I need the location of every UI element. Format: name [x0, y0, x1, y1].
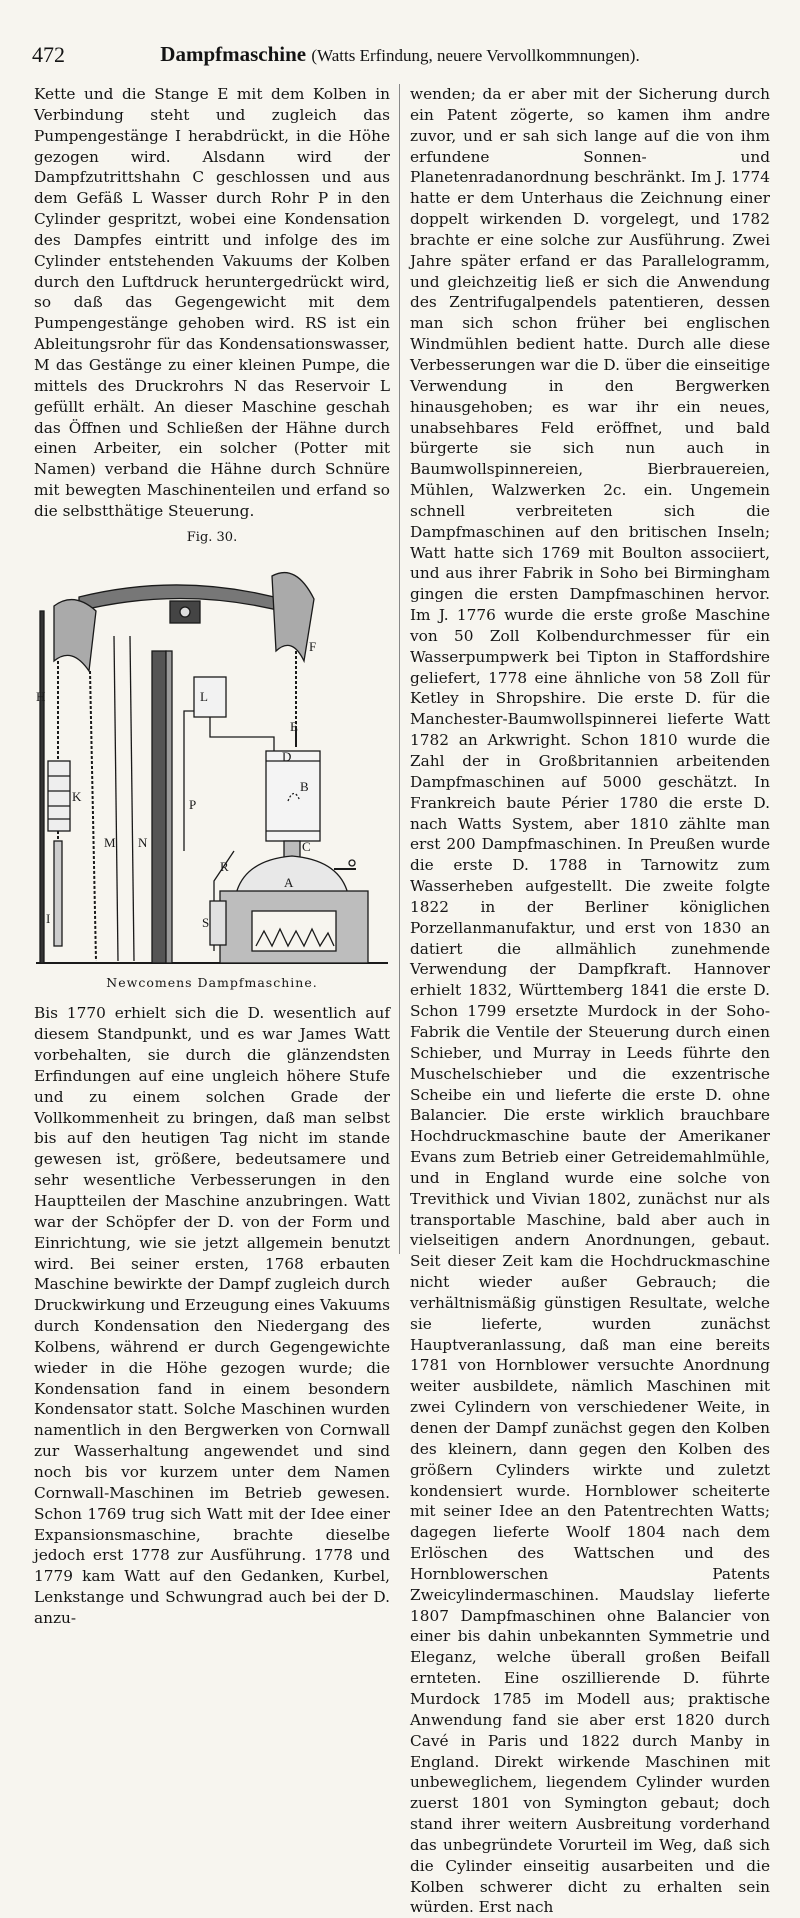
left-column: [34, 84, 390, 1629]
label-N: N: [138, 834, 148, 850]
running-title-sub: (Watts Erfindung, neuere Vervollkommnungen).: [311, 46, 640, 65]
paragraph-right: wenden; da er aber mit der Sicherung durch ein Patent zögerte, so kamen ihm andre zuvor, und er sah sich lange auf die von ihm erfundene Sonnen- und Planetenradanordnung beschränkt. Im J. 1774 hatte er dem Unterhaus die Zeichnung einer doppelt wirkenden D. vorgelegt, und 1782 brachte er eine solche zur Ausführung. Zwei Jahre später erfand er das Parallelogramm, und gleichzeitig ließ er sich die Anwendung des Zentrifugalpendels patentieren, dessen man sich schon früher bei englischen Windmühlen bedient hatte. Durch alle diese Verbesserungen war die D. über die einseitige Verwendung in den Bergwerken hinausgehoben; es war ihr ein neues, unabsehbares Feld eröffnet, und bald bürgerte sie sich nun auch in Baumwollspinnereien, Bierbrauereien, Mühlen, Walzwerken 2c. ein. Ungemein schnell verbreiteten sich die Dampfmaschinen auf den britischen Inseln; Watt hatte sich 1769 mit Boulton associiert, und aus ihrer Fabrik in Soho bei Birmingham gingen die ersten Dampfmaschinen hervor. Im J. 1776 wurde die erste große Maschine von 50 Zoll Kolbendurchmesser für ein Wasserpumpwerk bei Tipton in Staffordshire geliefert, 1778 eine ähnliche von 58 Zoll für Ketley in Shropshire. Die erste D. für die Manchester-Baumwollspinnerei lieferte Watt 1782 an Arkwright. Schon 1810 wurde die Zahl der in Großbritannien arbeitenden Dampfmaschinen auf 5000 geschätzt. In Frankreich baute Périer 1780 die erste D. nach Watts System, aber 1810 zählte man erst 200 Dampfmaschinen. In Preußen wurde die erste D. 1788 in Tarnowitz zum Wasserheben aufgestellt. Die zweite folgte 1822 in der Berliner königlichen Porzellanmanufaktur, und erst von 1830 an datiert die allmählich zunehmende Verwendung der Dampfkraft. Hannover erhielt 1832, Württemberg 1841 die erste D. Schon 1799 ersetzte Murdock in der Soho-Fabrik die Ventile der Steuerung durch einen Schieber, und Murray in Leeds führte den Muschelschieber und die exzentrische Scheibe ein und lieferte die erste D. ohne Balancier. Die erste wirklich brauchbare Hochdruckmaschine baute der Amerikaner Evans zum Betrieb einer Getreidemahlmühle, und in England wurde eine solche von Trevithick und Vivian 1802, zunächst nur als transportable Maschine, bald aber auch in vielseitigen andern Anordnungen, gebaut. Seit dieser Zeit kam die Hochdruckmaschine nicht wieder außer Gebrauch; die verhältnismäßig günstigen Resultate, welche sie lieferte, wurden zunächst Hauptveranlassung, daß man eine bereits 1781 von Hornblower versuchte Anordnung weiter ausbildete, nämlich Maschinen mit zwei Cylindern von verschiedener Weite, in denen der Dampf zunächst gegen den Kolben des kleinern, dann gegen den Kolben des größern Cylinders wirkte und zuletzt kondensiert wurde. Hornblower scheiterte mit seiner Idee an den Patentrechten Watts; dagegen lieferte Woolf 1804 nach dem Erlöschen des Wattschen und des Hornblowerschen Patents Zweicylindermaschinen. Maudslay lieferte 1807 Dampfmaschinen ohne Balancier von einer bis dahin unbekannten Symmetrie und Eleganz, welche überall großen Beifall ernteten. Eine oszillierende D. führte Murdock 1785 im Modell aus; praktische Anwendung fand sie aber erst 1820 durch Cavé in Paris und 1822 durch Manby in England. Direkt wirkende Maschinen mit unbeweglichem, liegendem Cylinder wurden zuerst 1801 von Symington gebaut; doch stand ihrer weitern Ausbreitung vorderhand das unbegründete Vorurteil im Weg, daß sich die Cylinder einseitig ausarbeiten und die Kolben schwerer dicht zu erhalten sein würden. Erst nach: [410, 85, 770, 1917]
running-title: [32, 42, 768, 67]
running-title-main: Dampfmaschine: [160, 42, 307, 66]
label-K: K: [72, 788, 82, 804]
label-B: B: [300, 778, 309, 794]
label-P: P: [189, 796, 197, 812]
right-column: [410, 84, 770, 1918]
label-D: D: [282, 748, 292, 764]
label-I: I: [46, 910, 51, 926]
paragraph-continued: Kette und die Stange E mit dem Kolben in Verbindung steht und zugleich das Pumpengestänge I herabdrückt, in die Höhe gezogen wird. Alsdann wird der Dampfzutrittshahn C geschlossen und aus dem Gefäß L Wasser durch Rohr P in den Cylinder gespritzt, wobei eine Kondensation des Dampfes eintritt und infolge des im Cylinder entstehenden Vakuums der Kolben durch den Luftdruck heruntergedrückt wird, so daß das Gegengewicht mit dem Pumpengestänge gehoben wird. RS ist ein Ableitungsrohr für das Kondensationswasser, M das Gestänge zu einer kleinen Pumpe, die mittels des Druckrohrs N das Reservoir L gefüllt erhält. An dieser Maschine geschah das Öffnen und Schließen der Hähne durch einen Arbeiter, ein solcher (Potter mit Namen) verband die Hähne durch Schnüre mit bewegten Maschinenteilen und erfand so die selbstthätige Steuerung.: [34, 85, 390, 520]
column-divider: [399, 84, 400, 1254]
label-R: R: [220, 858, 229, 874]
label-S: S: [202, 914, 210, 930]
label-F: F: [309, 638, 317, 654]
paragraph-watt: Bis 1770 erhielt sich die D. wesentlich auf diesem Standpunkt, und es war James Watt vorbehalten, sie durch die glänzendsten Erfindungen auf eine ungleich höhere Stufe und zu einem solchen Grade der Vollkommenheit zu bringen, daß man selbst bis auf den heutigen Tag nicht im stande gewesen ist, größere, bedeutsamere und sehr wesentliche Verbesserungen in den Hauptteilen der Maschine anzubringen. Watt war der Schöpfer der D. von der Form und Einrichtung, wie sie jetzt allgemein benutzt wird. Bei seiner ersten, 1768 erbauten Maschine bewirkte der Dampf zugleich durch Druckwirkung und Erzeugung eines Vakuums durch Kondensation den Niedergang des Kolbens, während er durch Gegengewichte wieder in die Höhe gezogen wurde; die Kondensation fand in einem besondern Kondensator statt. Solche Maschinen wurden namentlich in den Bergwerken von Cornwall zur Wasserhaltung angewendet und sind noch bis vor kurzem unter dem Namen Cornwall-Maschinen im Betrieb gewesen. Schon 1769 trug sich Watt mit der Idee einer Expansionsmaschine, brachte dieselbe jedoch erst 1778 zur Ausführung. 1778 und 1779 kam Watt auf den Gedanken, Kurbel, Lenkstange und Schwungrad auch bei der D. anzu-: [34, 1004, 390, 1627]
page-header: [32, 38, 768, 70]
page-number: 472: [32, 42, 65, 67]
label-L: L: [200, 688, 208, 704]
label-M: M: [104, 834, 116, 850]
label-H: H: [36, 688, 46, 704]
newcomen-engine-illustration: [34, 551, 390, 971]
label-E: E: [290, 718, 298, 734]
label-C: C: [302, 838, 311, 854]
newcomen-engine-figure: [34, 551, 390, 971]
figure-caption: Newcomens Dampfmaschine.: [106, 974, 318, 990]
figure-label: Fig. 30.: [186, 529, 238, 545]
label-A: A: [284, 874, 294, 890]
